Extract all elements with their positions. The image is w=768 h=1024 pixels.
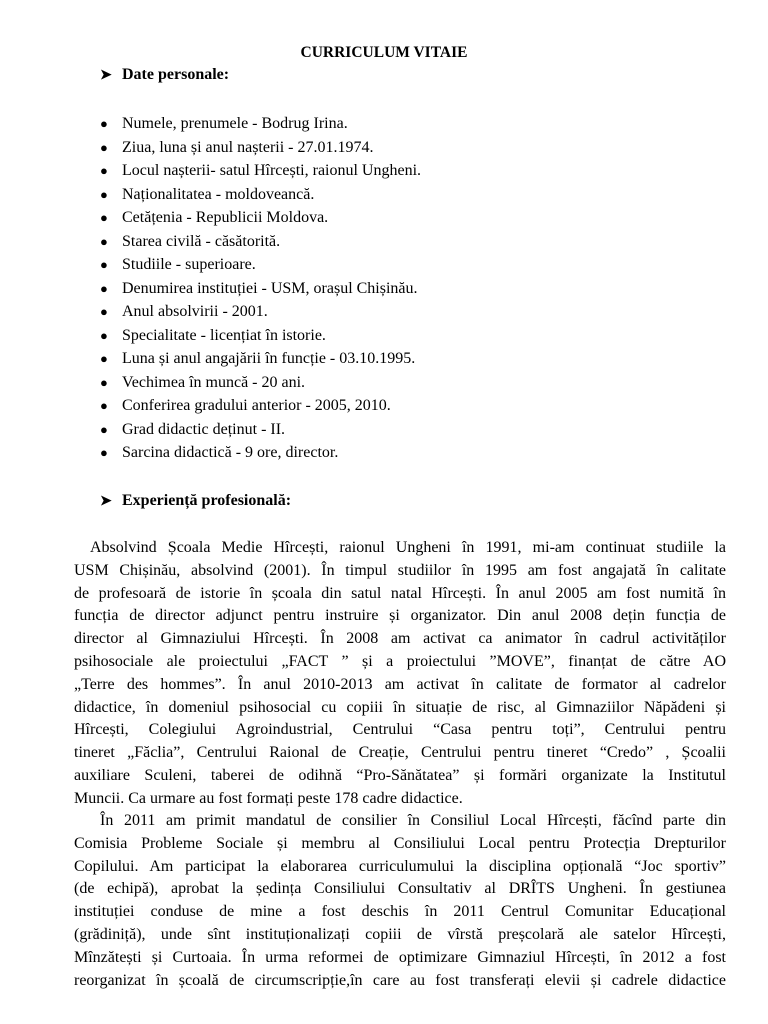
section-heading-experience: [100, 492, 291, 510]
paragraph-line: Copilului. Am participat la elaborarea curriculumului la disciplina opțională “Joc sportiv”: [74, 857, 726, 875]
bullet-icon: ●: [100, 186, 108, 202]
paragraph-line: funcția de director adjunct pentru instruire și organizator. Din anul 2008 dețin funcția de: [74, 607, 726, 625]
experience-paragraph-2: [74, 810, 726, 992]
paragraph-line: tineret „Făclia”, Centrului Raional de Creație, Centrului pentru tineret “Credo” , Școalii: [74, 744, 726, 762]
paragraph-line: „Terre des hommes”. În anul 2010-2013 am activat în calitate de formator al cadrelor: [74, 675, 726, 693]
bullet-icon: ●: [100, 257, 108, 272]
list-item-text: Studiile - superioare.: [122, 256, 256, 273]
list-item: [100, 324, 421, 348]
list-item-text: Specialitate - licențiat în istorie.: [122, 326, 326, 344]
list-item: [100, 183, 421, 207]
list-item-text: Ziua, luna și anul nașterii - 27.01.1974.: [122, 138, 374, 156]
list-item: [100, 347, 421, 371]
paragraph-line: (grădiniță), unde sînt instituționalizați copiii de vîrstă preșcolară ale satelor Hîrcești,: [74, 925, 726, 943]
experience-paragraph-1: [74, 537, 726, 811]
paragraph-line: psihosociale ale proiectului „FACT ” și a proiectului ”MOVE”, finanțat de către AO: [74, 652, 726, 670]
list-item: [100, 394, 421, 418]
paragraph-line: director al Gimnaziului Hîrcești. În 2008 am activat ca animator în cadrul activităților: [74, 630, 726, 648]
list-item: [100, 277, 421, 301]
list-item: [100, 418, 421, 442]
list-item-text: Luna și anul angajării în funcție - 03.10.1995.: [122, 350, 416, 367]
list-item: [100, 253, 421, 277]
list-item-text: Naționalitatea - moldoveancă.: [122, 185, 315, 203]
section-heading-experience-text: Experiență profesională:: [122, 492, 292, 509]
list-item-text: Grad didactic deținut - II.: [122, 420, 286, 438]
paragraph-line: auxiliare Sculeni, taberei de odihnă “Pro-Sănătatea” și formări organizate la Institutul: [74, 766, 726, 784]
list-item: [100, 159, 421, 183]
list-item-text: Anul absolvirii - 2001.: [122, 303, 268, 320]
paragraph-line: Absolvind Școala Medie Hîrcești, raionul Ungheni în 1991, mi-am continuat studiile la: [90, 539, 726, 556]
bullet-icon: ●: [100, 398, 108, 413]
paragraph-line: instituției conduse de mine a fost deschis în 2011 Centrul Comunitar Educațional: [74, 903, 726, 921]
bullet-icon: ●: [100, 445, 108, 460]
paragraph-line: Hîrcești, Colegiului Agroindustrial, Centrului “Casa pentru toți”, Centrului pentru: [74, 721, 726, 739]
list-item: [100, 441, 421, 465]
paragraph-line: Muncii. Ca urmare au fost formați peste 178 cadre didactice.: [74, 789, 463, 807]
list-item-text: Conferirea gradului anterior - 2005, 2010.: [122, 397, 391, 414]
arrow-bullet-icon: ➤: [100, 68, 112, 83]
list-item-text: Sarcina didactică - 9 ore, director.: [122, 444, 339, 461]
arrow-bullet-icon: ➤: [100, 494, 112, 509]
list-item: [100, 112, 421, 136]
paragraph-line: Mînzătești și Curtoaia. În urma reformei de optimizare Gimnaziul Hîrcești, în 2012 a fost: [74, 948, 726, 966]
bullet-icon: ●: [100, 374, 108, 390]
section-heading-personal: [100, 66, 229, 84]
bullet-icon: ●: [100, 304, 108, 319]
section-heading-personal-text: Date personale:: [122, 66, 230, 83]
list-item-text: Denumirea instituției - USM, orașul Chișinău.: [122, 279, 418, 297]
list-item-text: Starea civilă - căsătorită.: [122, 232, 281, 250]
list-item-text: Numele, prenumele - Bodrug Irina.: [122, 115, 348, 132]
list-item: [100, 206, 421, 230]
bullet-icon: ●: [100, 280, 108, 296]
list-item-text: Cetățenia - Republicii Moldova.: [122, 209, 329, 226]
paragraph-line: reorganizat în școală de circumscripție,în care au fost transferați elevii și cadrele didactice: [74, 971, 726, 989]
paragraph-line: Comisia Probleme Sociale și membru al Consiliului Local pentru Protecția Drepturilor: [74, 834, 726, 852]
document-title: CURRICULUM VITAIE: [300, 44, 468, 61]
bullet-icon: ●: [100, 210, 108, 225]
bullet-icon: ●: [100, 116, 108, 131]
bullet-icon: ●: [100, 139, 108, 155]
bullet-icon: ●: [100, 421, 108, 437]
paragraph-line: de profesoară de istorie în școala din satul natal Hîrcești. În anul 2005 am fost numită în: [74, 584, 726, 602]
list-item-text: Vechimea în muncă - 20 ani.: [122, 373, 306, 391]
list-item: [100, 371, 421, 395]
personal-data-list: [100, 112, 421, 465]
list-item: [100, 230, 421, 254]
bullet-icon: ●: [100, 351, 108, 366]
list-item: [100, 136, 421, 160]
bullet-icon: ●: [100, 163, 108, 178]
list-item-text: Locul nașterii- satul Hîrcești, raionul Ungheni.: [122, 162, 422, 179]
bullet-icon: ●: [100, 327, 108, 343]
paragraph-line: USM Chișinău, absolvind (2001). În timpul studiilor în 1995 am fost angajată în calitate: [74, 561, 726, 579]
paragraph-line: didactice, în domeniul psihosocial cu copiii în situație de risc, al Gimnaziilor Năpădeni și: [74, 698, 726, 716]
bullet-icon: ●: [100, 233, 108, 249]
paragraph-line: (de echipă), aprobat la ședința Consiliului Consultativ al DRÎTS Ungheni. În gestiunea: [74, 880, 726, 898]
list-item: [100, 300, 421, 324]
paragraph-line: În 2011 am primit mandatul de consilier în Consiliul Local Hîrcești, făcînd parte din: [100, 812, 726, 829]
